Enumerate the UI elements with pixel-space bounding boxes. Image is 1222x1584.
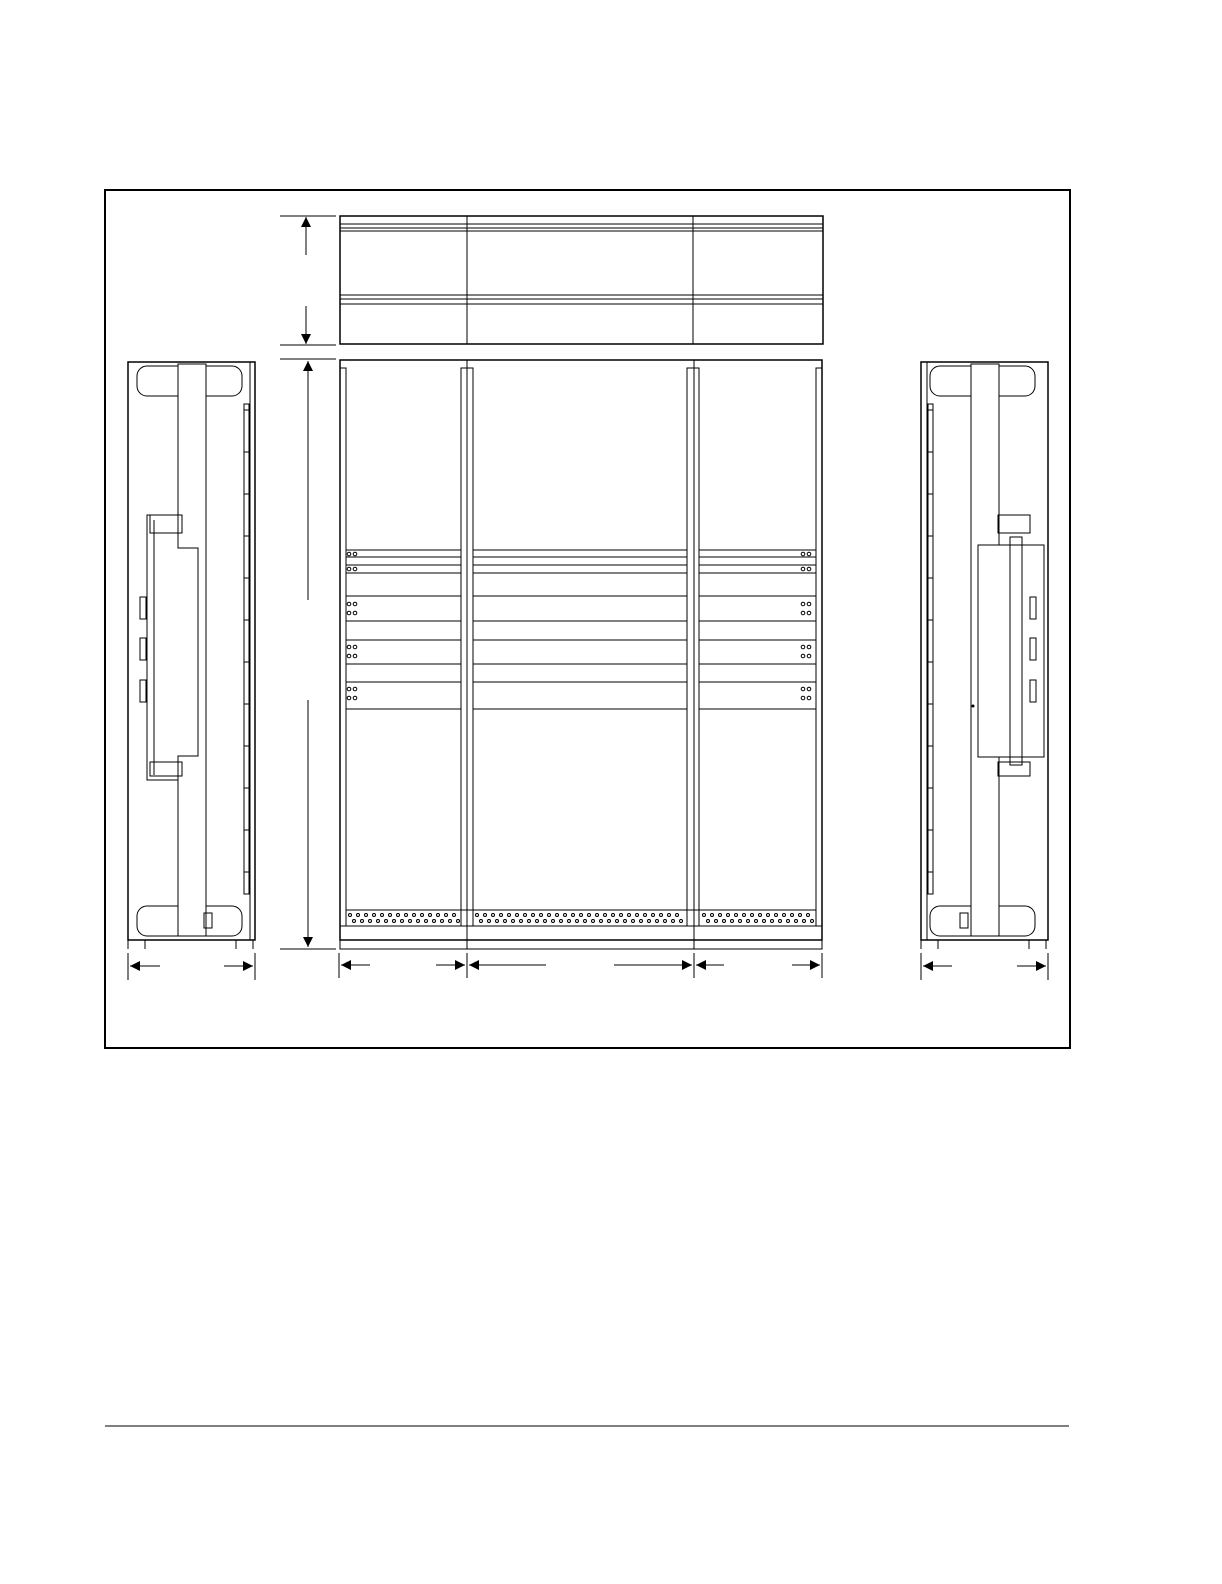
left-side-view [128,362,255,949]
top-view [340,216,823,344]
right-side-width-dimension [921,953,1048,980]
front-view-width-dimensions [339,953,822,978]
right-side-view [921,362,1048,949]
front-view-height-dimension [280,359,336,949]
front-view [340,360,822,949]
top-view-height-dimension [280,216,336,345]
left-side-width-dimension [128,953,255,980]
